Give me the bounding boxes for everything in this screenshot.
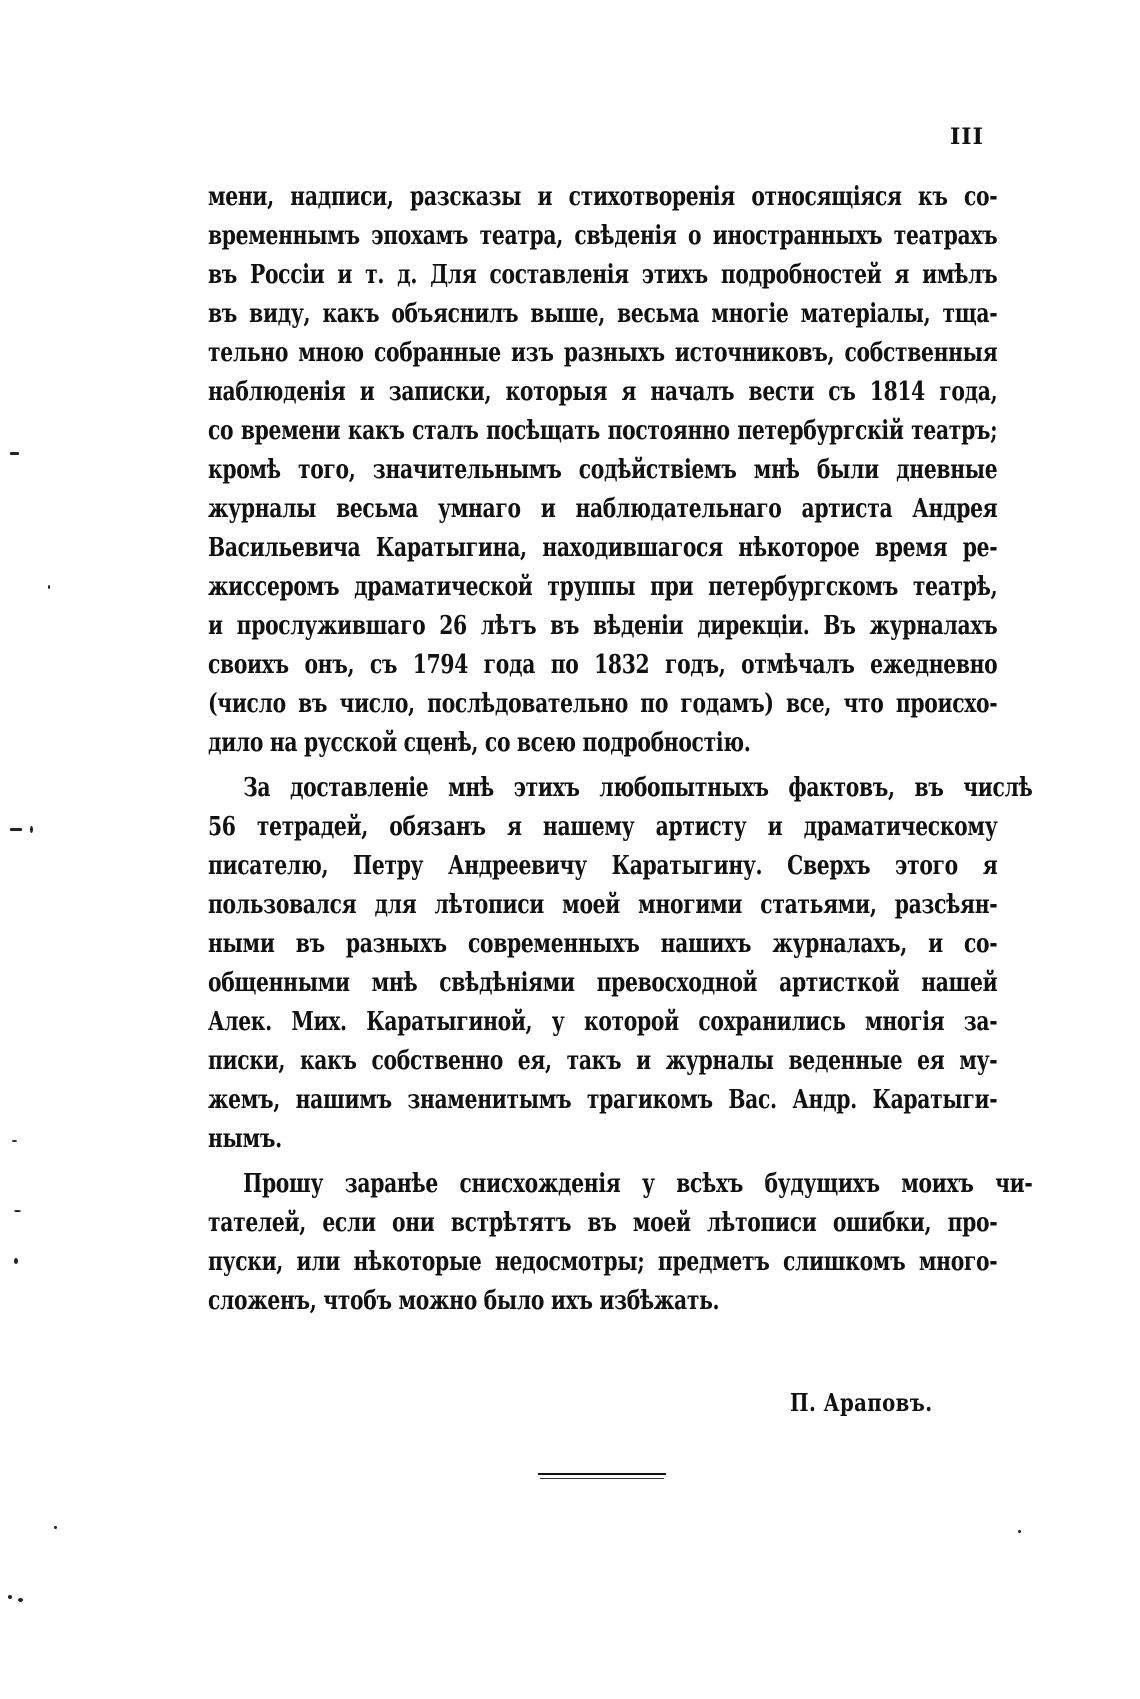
text-line: дило на русской сценѣ, со всею подробностію. [208,728,751,758]
scan-speck [1018,1530,1021,1533]
body-text [208,178,1033,1321]
text-line: жиссеромъ драматической труппы при петербургскомъ театрѣ, [208,572,998,602]
scan-speck [30,826,33,833]
closing-rule-thin [540,1478,664,1479]
text-line: общенными мнѣ свѣдѣніями превосходной артисткой нашей [208,968,998,998]
text-line: (число въ число, послѣдовательно по годамъ) все, что происхо- [208,689,998,719]
author-signature: П. Араповъ. [790,1388,933,1417]
text-line: тателей, если они встрѣтятъ въ моей лѣтописи ошибки, про- [208,1208,998,1238]
text-line: нымъ. [208,1124,282,1154]
text-line: жемъ, нашимъ знаменитымъ трагикомъ Вас. Андр. Каратыги- [208,1085,998,1115]
text-line: журналы весьма умнаго и наблюдательнаго артиста Андрея [208,494,998,524]
text-line: въ Россіи и т. д. Для составленія этихъ подробностей я имѣлъ [208,260,998,290]
text-line: 56 тетрадей, обязанъ я нашему артисту и драматическому [208,812,998,842]
scan-speck [10,452,19,455]
paragraph-2 [208,769,1033,1159]
text-line: За доставленіе мнѣ этихъ любопытныхъ фактовъ, въ числѣ [243,773,1033,803]
text-line: Васильевича Каратыгина, находившагося нѣкоторое время ре- [208,533,998,563]
text-line: кромѣ того, значительнымъ содѣйствіемъ мнѣ были дневные [208,455,998,485]
text-line: писки, какъ собственно ея, такъ и журналы веденные ея му- [208,1046,998,1076]
page-number: III [950,124,984,150]
text-line: писателю, Петру Андреевичу Каратыгину. Сверхъ этого я [208,851,998,881]
scan-speck [14,1258,18,1264]
scan-speck [14,1210,21,1212]
text-line: Прошу заранѣе снисхожденія у всѣхъ будущихъ моихъ чи- [243,1169,1033,1199]
scan-speck [10,828,22,831]
text-line: и прослужившаго 26 лѣтъ въ вѣденіи дирекціи. Въ журналахъ [208,611,998,641]
text-line: ными въ разныхъ современныхъ нашихъ журналахъ, и со- [208,929,998,959]
scan-speck [48,585,50,589]
text-line: въ виду, какъ объяснилъ выше, весьма многіе матеріалы, тща- [208,299,998,329]
text-line: мени, надписи, разсказы и стихотворенія относящіяся къ со- [208,182,998,212]
scan-speck [18,1598,23,1602]
text-line: временнымъ эпохамъ театра, свѣденія о иностранныхъ театрахъ [208,221,998,251]
text-line: сложенъ, чтобъ можно было ихъ избѣжать. [208,1286,720,1316]
text-line: Алек. Мих. Каратыгиной, у которой сохранились многія за- [208,1007,998,1037]
text-line: пуски, или нѣкоторые недосмотры; предметъ слишкомъ много- [208,1247,998,1277]
scan-speck [8,1595,12,1599]
text-line: пользовался для лѣтописи моей многими статьями, разсѣян- [208,890,998,920]
text-line: тельно мною собранные изъ разныхъ источниковъ, собственныя [208,338,998,368]
text-line: своихъ онъ, съ 1794 года по 1832 годъ, отмѣчалъ ежедневно [208,650,998,680]
text-line: наблюденія и записки, которыя я началъ вести съ 1814 года, [208,377,998,407]
paragraph-3 [208,1165,1033,1321]
scan-speck [12,1140,17,1142]
closing-rule [538,1473,666,1475]
paragraph-1 [208,178,998,763]
scan-speck [54,1526,57,1529]
text-line: со времени какъ сталъ посѣщать постоянно петербургскій театръ; [208,416,998,446]
